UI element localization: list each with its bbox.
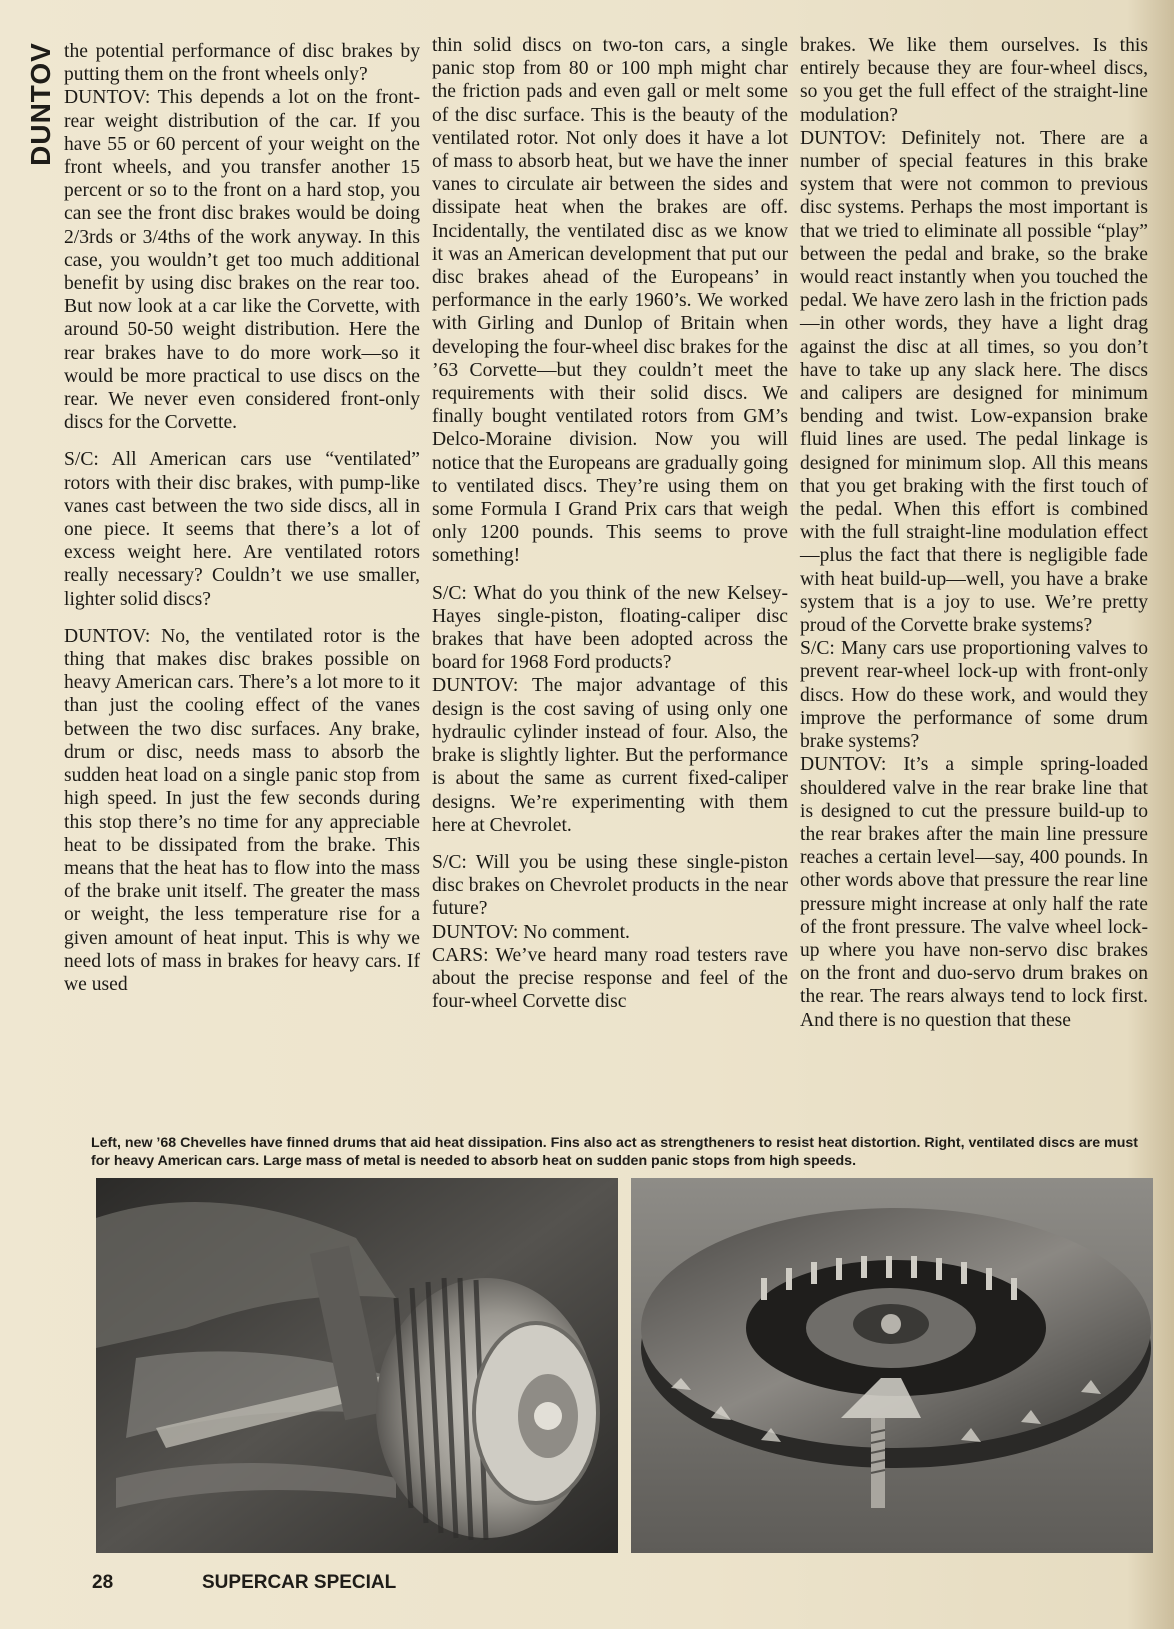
paragraph: CARS: We’ve heard many road testers rave about the precise response and feel of the four-wheel Corvette disc — [432, 944, 788, 1013]
paragraph: DUNTOV: Definitely not. There are a number of special features in this brake system that were not common to previous disc systems. Perhaps the most important is that we tried to eliminate all possible “play” between the pedal and brake, so the brake would react instantly when you touched the pedal. We have zero lash in the friction pads—in other words, they have a light drag against the disc at all times, so you don’t have to take up any slack here. The discs and calipers are designed for minimum bending and twist. Low-expansion brake fluid lines are used. The pedal linkage is designed for minimum slop. All this means that you get braking with the first touch of the pedal. When this effort is combined with the full straight-line modulation effect—plus the fact that there is negligible fade with heat build-up—well, you have a brake system that is a joy to use. We’re pretty proud of the Corvette brake systems? — [800, 127, 1148, 637]
paragraph: S/C: Many cars use proportioning valves to prevent rear-wheel lock-up with front-only discs. How do these work, and would they improve the performance of some drum brake systems? — [800, 638, 1148, 753]
paragraph: DUNTOV: It’s a simple spring-loaded shouldered valve in the rear brake line that is designed to cut the pressure build-up to the rear brakes after the main line pressure reaches a certain level—say, 400 pounds. In other words above that pressure the rear line pressure might increase at only half the rate of the front pressure. The valve wheel lock-up where you have non-servo disc brakes on the front and duo-servo drum brakes on the rear. The rears always tend to lock first. And there is no question that these — [800, 754, 1148, 1031]
paragraph: S/C: Will you be using these single-piston disc brakes on Chevrolet products in the near future? — [432, 851, 788, 920]
finned-drum-illustration — [96, 1178, 618, 1553]
paragraph: thin solid discs on two-ton cars, a single panic stop from 80 or 100 mph might char the friction pads and even gall or melt some of the disc surface. This is the beauty of the ventilated rotor. Not only does it have a lot of mass to absorb heat, but we have the inner vanes to circulate air between the sides and dissipate heat when the brakes are off. Incidentally, the ventilated disc as we know it was an American development that put our disc brakes ahead of the Europeans’ in performance in the early 1960’s. We worked with Girling and Dunlop of Britain when developing the four-wheel disc brakes for the ’63 Corvette—but they couldn’t meet the requirements with their solid discs. We finally bought ventilated rotors from GM’s Delco-Moraine division. Now you will notice that the Europeans are gradually going to ventilated discs. They’re using them on some Formula I Grand Prix cars that weigh only 1200 pounds. This seems to prove something! — [432, 35, 788, 567]
paragraph: the potential performance of disc brakes by putting them on the front wheels only? — [64, 41, 420, 86]
photo-finned-drum — [96, 1178, 618, 1553]
paragraph: DUNTOV: The major advantage of this design is the cost saving of using only one hydraulic cylinder instead of four. Also, the brake is slightly lighter. But the performance is about the same as current fixed-caliper designs. We’re experimenting with them here at Chevrolet. — [432, 675, 788, 836]
text-column-3 — [800, 34, 1148, 1032]
text-column-1 — [64, 40, 420, 996]
paragraph: DUNTOV: No, the ventilated rotor is the thing that makes disc brakes possible on heavy American cars. There’s a lot more to it than just the cooling effect of the vanes between the two disc surfaces. Any brake, drum or disc, needs mass to absorb the sudden heat load on a single panic stop from high speed. In just the few seconds during this stop there’s no time for any appreciable heat to be dissipated from the brake. This means that the heat has to flow into the mass of the brake unit itself. The greater the mass or weight, the less temperature rise for a given amount of heat input. This is why we need lots of mass in brakes for heavy cars. If we used — [64, 625, 420, 995]
text-column-2 — [432, 34, 788, 1013]
page-number: 28 — [92, 1572, 114, 1593]
ventilated-disc-illustration — [631, 1178, 1153, 1553]
paragraph: brakes. We like them ourselves. Is this entirely because they are four-wheel discs, so you get the full effect of the straight-line modulation? — [800, 35, 1148, 126]
photo-caption: Left, new ’68 Chevelles have finned drums that aid heat dissipation. Fins also act as strengtheners to resist heat distortion. Right, ventilated discs are must for heavy American cars. Large mass of metal is needed to absorb heat on sudden panic stops from high speeds. — [91, 1135, 1138, 1169]
paragraph: S/C: All American cars use “ventilated” rotors with their disc brakes, with pump-like vanes cast between the two side discs, all in one piece. It seems that there’s a lot of excess weight here. Are ventilated rotors really necessary? Couldn’t we use smaller, lighter solid discs? — [64, 449, 420, 610]
paragraph: DUNTOV: This depends a lot on the front-rear weight distribution of the car. If you have 55 or 60 percent of your weight on the front wheels, and you transfer another 15 percent or so to the front on a hard stop, you can see the front disc brakes would be doing 2/3rds or 3/4ths of the work anyway. In this case, you wouldn’t get too much additional benefit by using disc brakes on the rear too. But now look at a car like the Corvette, with around 50-50 weight distribution. Here the rear brakes have to do more work—so it would be more practical to use discs on the rear. We never even considered front-only discs for the Corvette. — [64, 87, 420, 434]
photo-ventilated-disc — [631, 1178, 1153, 1553]
section-tab — [24, 40, 58, 170]
paragraph: DUNTOV: No comment. — [432, 921, 630, 943]
paragraph: S/C: What do you think of the new Kelsey-Hayes single-piston, floating-caliper disc brakes that have been adopted across the board for 1968 Ford products? — [432, 582, 788, 674]
publication-name: SUPERCAR SPECIAL — [202, 1572, 397, 1593]
section-tab-label: DUNTOV — [25, 42, 56, 166]
